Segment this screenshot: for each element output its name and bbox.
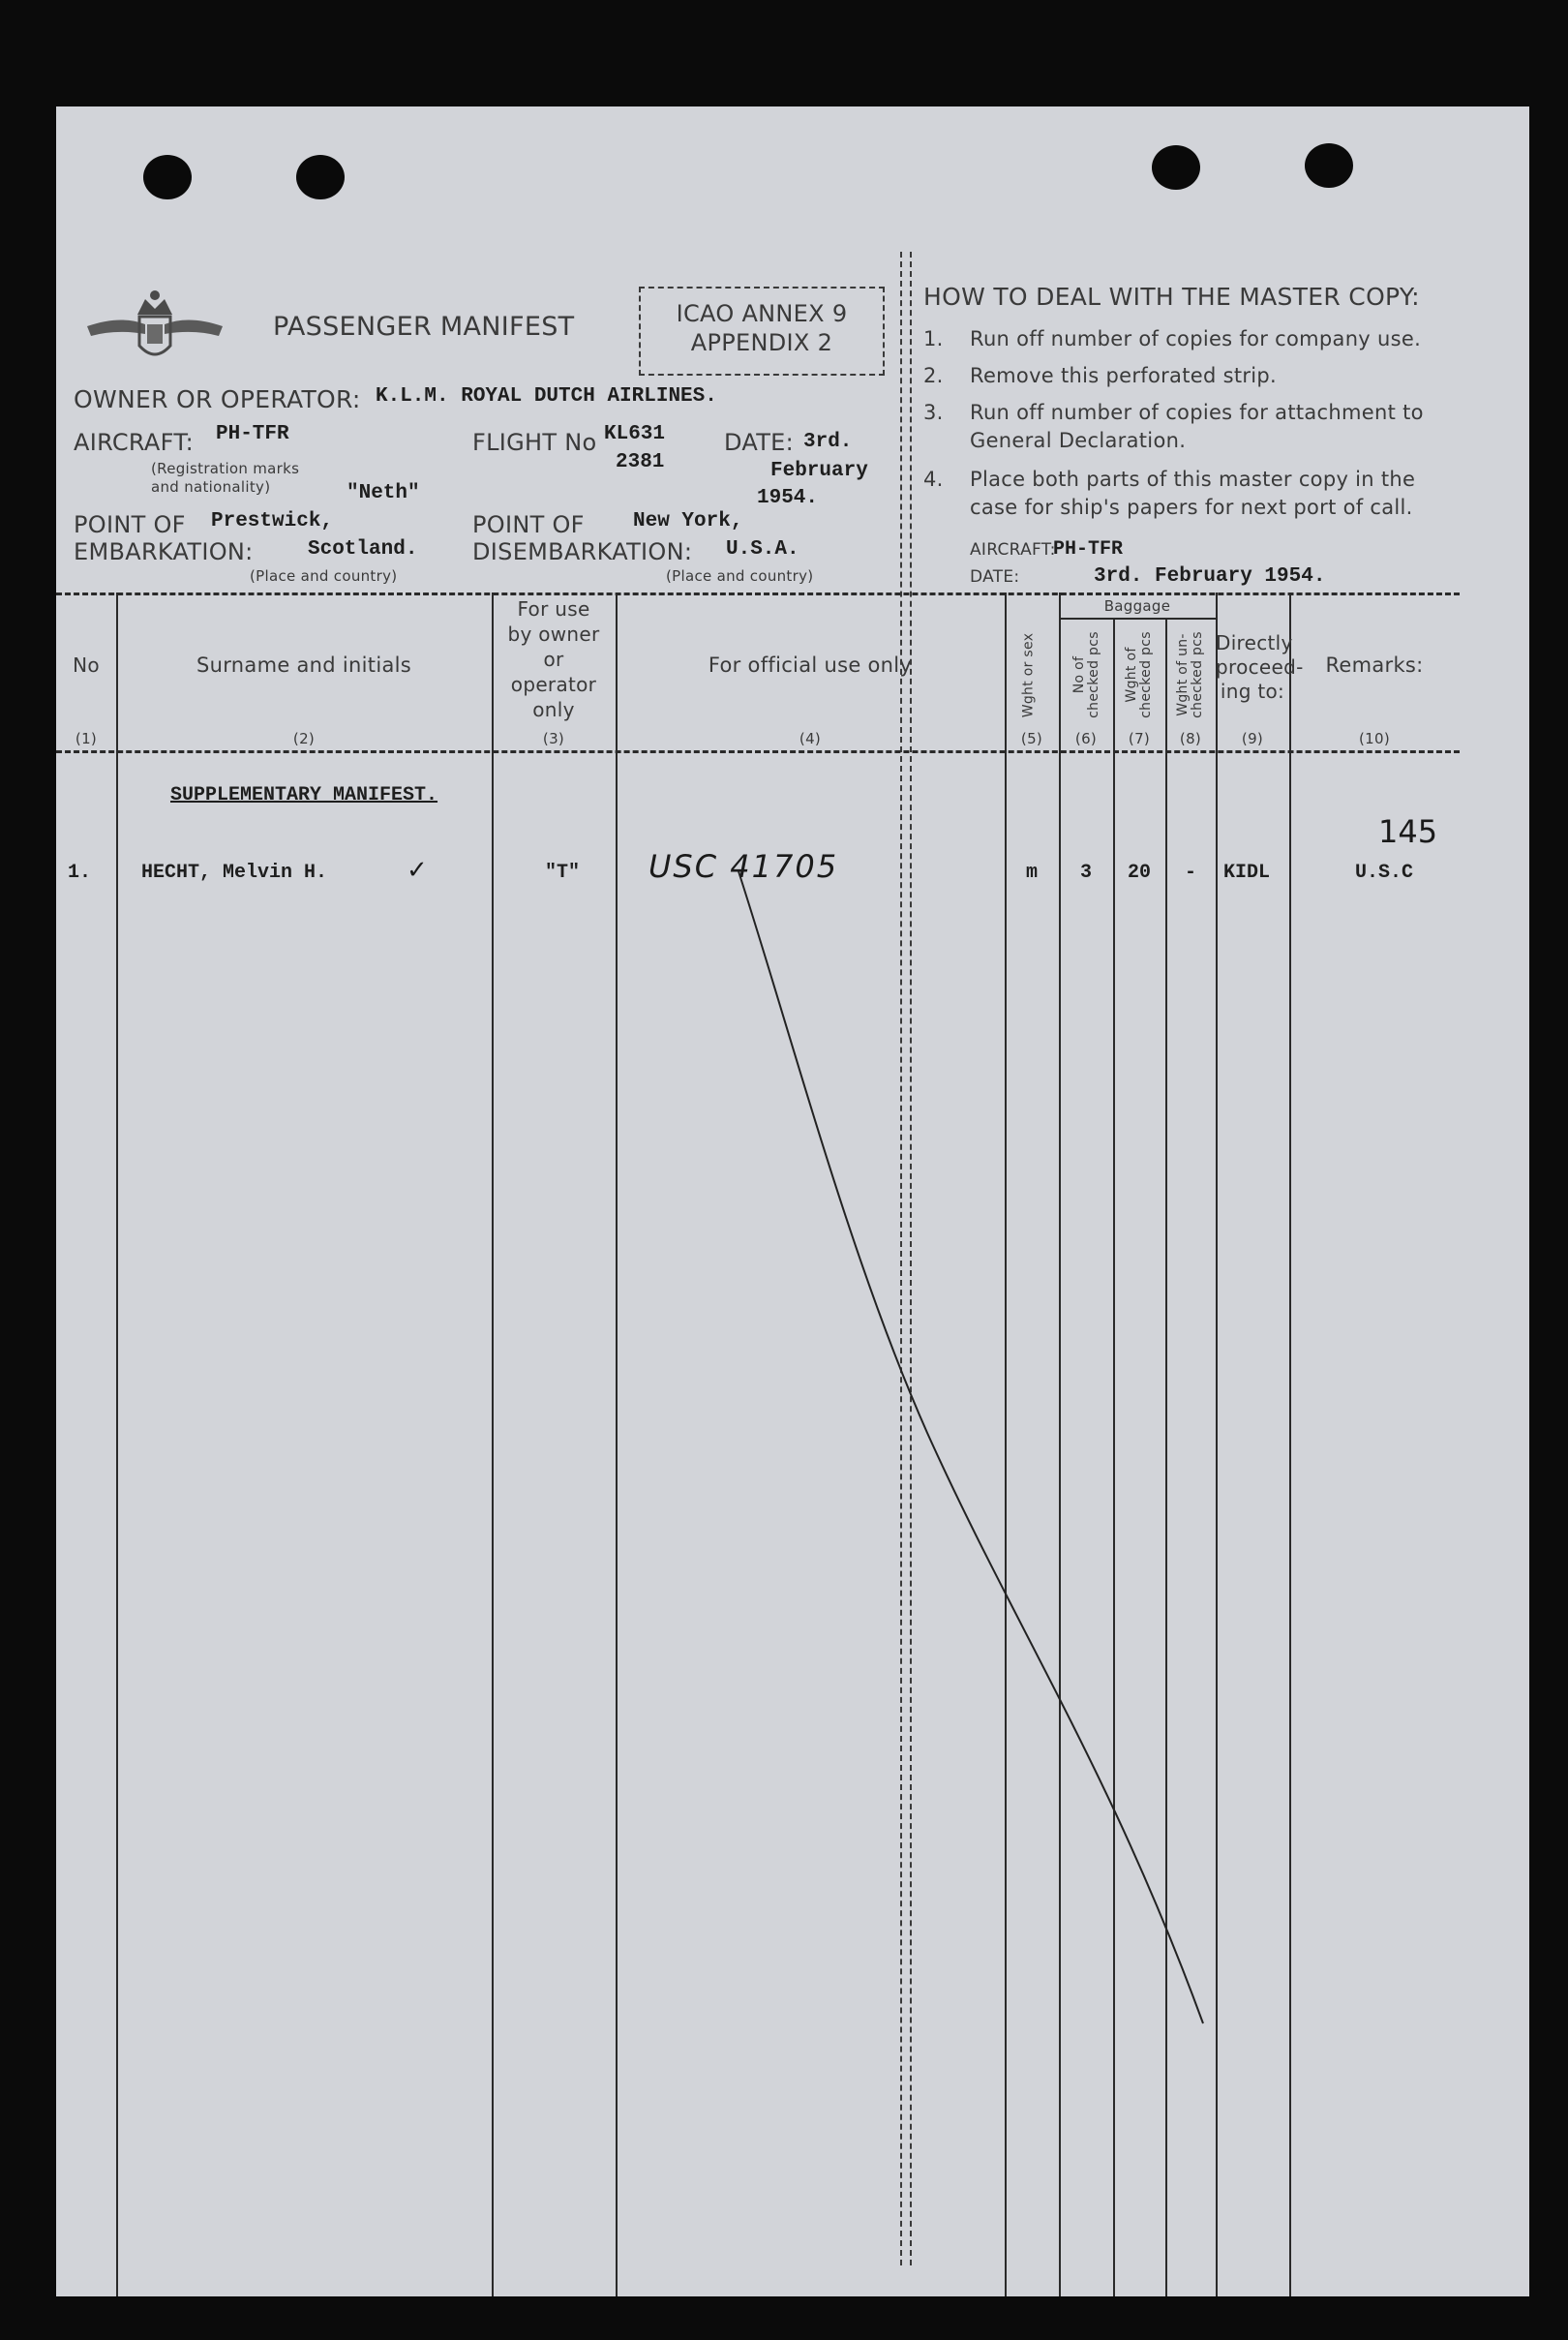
col-num: (3) <box>542 730 565 747</box>
date-value-1: 3rd. <box>803 431 853 453</box>
page-title: PASSENGER MANIFEST <box>273 312 575 342</box>
row-sex: m <box>1025 862 1038 884</box>
icao-line-2: APPENDIX 2 <box>690 329 833 356</box>
col-wght-unchecked-1: Wght of un- <box>1175 633 1191 716</box>
poe-sub: (Place and country) <box>250 567 398 585</box>
col-use-1: For use <box>517 597 590 621</box>
col-use-3: or <box>543 648 564 671</box>
manifest-sheet <box>56 106 1529 2296</box>
col-num: (6) <box>1074 730 1098 747</box>
instruction-4-text-2: case for ship's papers for next port of call. <box>970 496 1413 519</box>
pod-sub: (Place and country) <box>666 567 814 585</box>
instruction-3-text: Run off number of copies for attachment to <box>970 401 1424 424</box>
row-unchecked: - <box>1184 862 1196 884</box>
flight-label: FLIGHT No <box>472 429 597 456</box>
col-directly-3: ing to: <box>1220 680 1285 703</box>
instructions-date-label: DATE: <box>970 567 1020 587</box>
col-directly-1: Directly <box>1216 631 1293 654</box>
instruction-4-num: 4. <box>923 468 944 491</box>
row-remark: U.S.C <box>1355 862 1414 884</box>
pod-label-2: DISEMBARKATION: <box>472 538 693 565</box>
col-num: (8) <box>1179 730 1202 747</box>
col-directly-2: proceed- <box>1216 655 1304 679</box>
date-label: DATE: <box>724 429 795 456</box>
instruction-1-num: 1. <box>923 327 944 350</box>
row-wght: 20 <box>1127 862 1151 884</box>
col-baggage: Baggage <box>1103 597 1171 615</box>
row-dest: KIDL <box>1223 862 1271 884</box>
col-use-5: only <box>532 698 575 721</box>
aircraft-sub-2: and nationality) <box>151 478 271 496</box>
flight-value-2: 2381 <box>616 451 665 473</box>
poe-label-1: POINT OF <box>74 511 186 538</box>
row-pcs: 3 <box>1079 862 1092 884</box>
col-sex: Wght or sex <box>1020 632 1037 718</box>
col-wght-checked-1: Wght of <box>1124 647 1139 703</box>
check-mark-icon: ✓ <box>407 856 428 885</box>
pod-label-1: POINT OF <box>472 511 585 538</box>
aircraft-value: PH-TFR <box>216 423 289 445</box>
pod-value-2: U.S.A. <box>726 538 799 561</box>
col-num: (9) <box>1241 730 1264 747</box>
date-value-3: 1954. <box>757 487 819 509</box>
flight-value-1: KL631 <box>604 423 666 445</box>
col-surname: Surname and initials <box>196 653 411 677</box>
nationality-value: "Neth" <box>347 482 420 504</box>
poe-value-1: Prestwick, <box>211 510 334 532</box>
col-num: (7) <box>1128 730 1151 747</box>
col-wght-checked-2: checked pcs <box>1138 631 1154 718</box>
instruction-2-num: 2. <box>923 364 944 387</box>
col-no-checked-1: No of <box>1071 655 1087 694</box>
owner-value: K.L.M. ROYAL DUTCH AIRLINES. <box>376 385 717 408</box>
poe-value-2: Scotland. <box>308 538 418 561</box>
col-num: (2) <box>292 730 316 747</box>
col-num: (10) <box>1359 730 1390 747</box>
instruction-3-text-2: General Declaration. <box>970 429 1187 452</box>
row-name: HECHT, Melvin H. <box>141 862 328 884</box>
poe-label-2: EMBARKATION: <box>74 538 254 565</box>
col-num: (4) <box>799 730 822 747</box>
instruction-4-text: Place both parts of this master copy in the <box>970 468 1416 491</box>
icao-line-1: ICAO ANNEX 9 <box>676 300 848 327</box>
col-remarks: Remarks: <box>1325 653 1424 677</box>
col-wght-unchecked-2: checked pcs <box>1190 631 1205 718</box>
row-no: 1. <box>68 862 92 884</box>
aircraft-sub-1: (Registration marks <box>151 460 300 477</box>
instructions-aircraft-value: PH-TFR <box>1053 538 1124 561</box>
col-no: No <box>73 653 100 677</box>
aircraft-label: AIRCRAFT: <box>74 429 195 456</box>
instruction-3-num: 3. <box>923 401 944 424</box>
supplementary-heading: SUPPLEMENTARY MANIFEST. <box>170 784 438 806</box>
col-official: For official use only <box>708 653 913 677</box>
instructions-heading: HOW TO DEAL WITH THE MASTER COPY: <box>923 283 1420 311</box>
col-no-checked-2: checked pcs <box>1086 631 1101 718</box>
col-num: (1) <box>75 730 98 747</box>
instructions-date-value: 3rd. February 1954. <box>1094 565 1326 588</box>
row-official: USC 41705 <box>648 848 839 885</box>
col-use-2: by owner <box>507 623 600 646</box>
instruction-1-text: Run off number of copies for company use. <box>970 327 1422 350</box>
col-use-4: operator <box>510 673 597 696</box>
row-remark-number: 145 <box>1378 813 1438 850</box>
pod-value-1: New York, <box>633 510 743 532</box>
owner-label: OWNER OR OPERATOR: <box>74 385 361 413</box>
instruction-2-text: Remove this perforated strip. <box>970 364 1278 387</box>
row-use: "T" <box>545 862 581 884</box>
date-value-2: February <box>770 460 868 482</box>
col-num: (5) <box>1020 730 1043 747</box>
pen-stroke <box>56 106 1529 2296</box>
instructions-aircraft-label: AIRCRAFT: <box>970 540 1056 560</box>
